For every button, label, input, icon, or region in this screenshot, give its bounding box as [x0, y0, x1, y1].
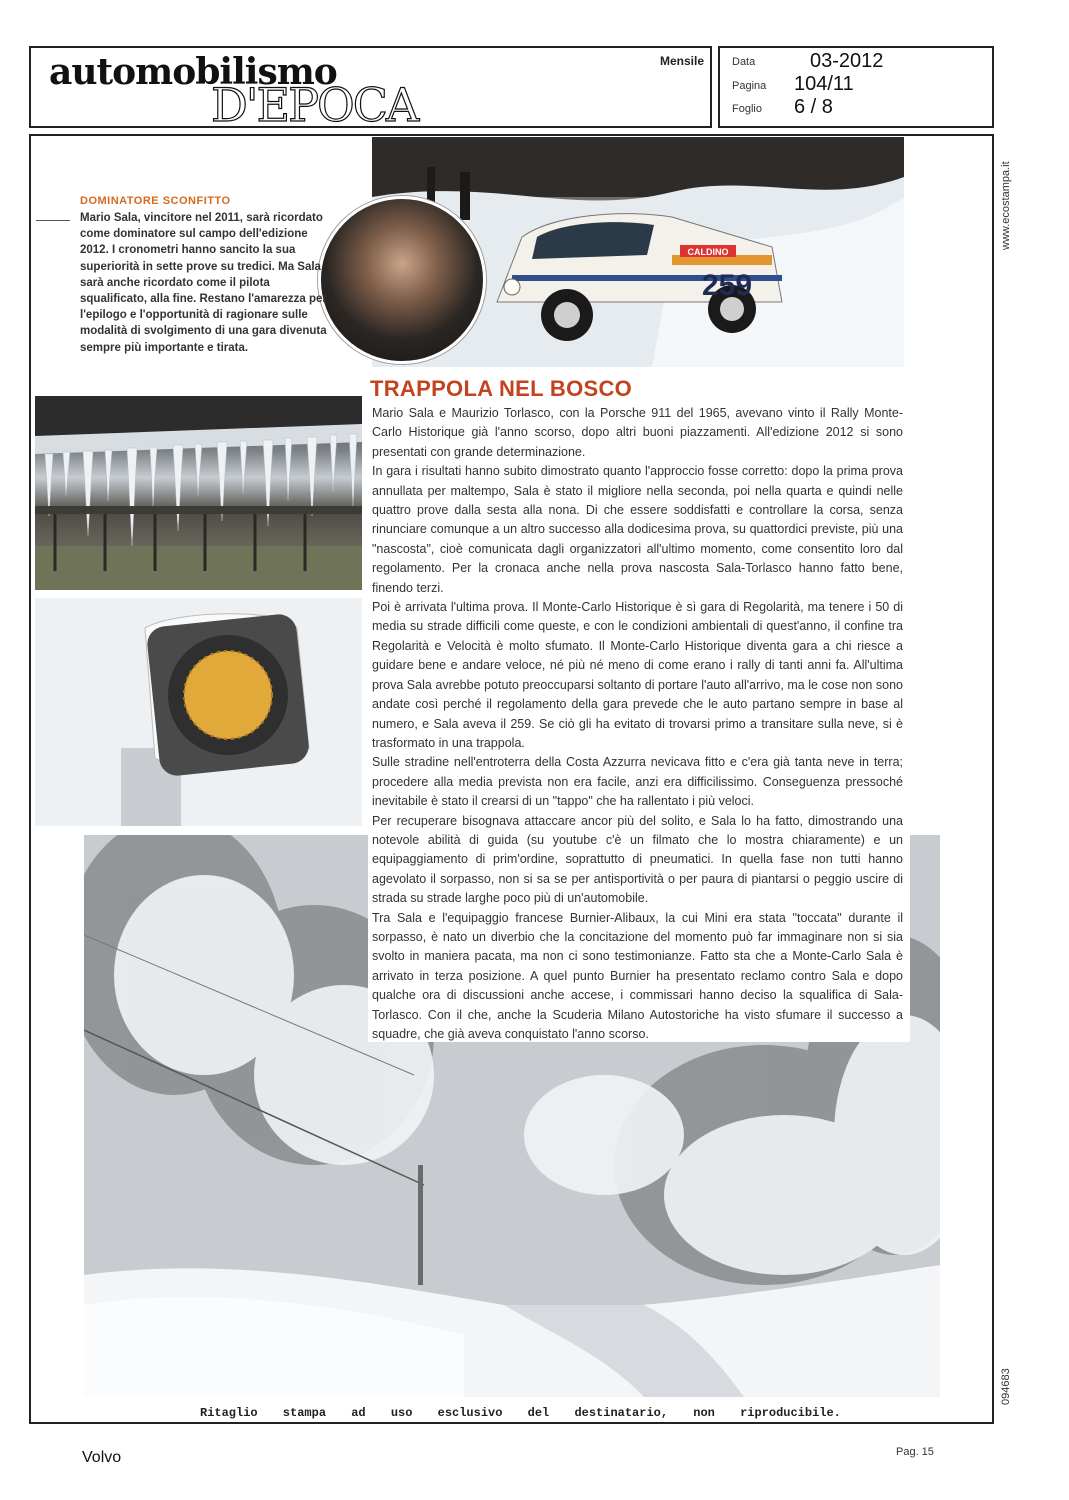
client-name: Volvo [82, 1449, 122, 1466]
issue-meta-box [718, 46, 994, 128]
icicles-photo [35, 396, 362, 590]
frequency-label: Mensile [659, 54, 704, 68]
article-paragraph: Poi è arrivata l'ultima prova. Il Monte-Carlo Historique è sì gara di Regolarità, ma tenere i 50 di media su strade difficili come queste, e con le condizioni ambientali di quest'anno, il confine tra Regolarità e Velocità è molto sfumato. Il Monte-Carlo Historique diventa gara a chi riesce a guidare bene e andare veloce, né più né meno di come erano i rally di tanti anni fa. All'ultima prova Sala avrebbe potuto preoccuparsi soltanto di portare l'auto all'arrivo, ma le cose non sono andate così perché il regolamento della gara prevede che le auto partano sempre in base al numero, e Sala aveva il 259. Se ciò gli ha evitato di trovarsi primo a transitare sulla neve, si è trasformato in una trappola. [372, 600, 903, 750]
caption-text: Mario Sala, vincitore nel 2011, sarà ricordato come dominatore sul campo dell'edizione 2012. I cronometri hanno sancito la sua superiorità in sette prove su tredici. Ma Sala sarà anche ricordato come il pilota squalificato, alla fine. Restano l'amarezza per l'epilogo e l'opportunità di ragionare sulle modalità di svolgimento di una gara divenuta sempre più importante e tirata. [80, 212, 327, 354]
icicles-illustration [35, 396, 362, 590]
meta-value-sheet: 6 / 8 [794, 96, 833, 118]
logo-line1: automobilismo [49, 51, 337, 93]
car-number: 259 [702, 269, 753, 302]
article-paragraph: In gara i risultati hanno subito dimostrato quanto l'approccio fosse corretto: dopo la prima prova annullata per maltempo, Sala è stato il migliore nella seconda, poi nella quarta e quindi nelle quattro prove dalla sesta alla nona. Di che essere soddisfatti e controllare la corsa, senza rinunciare comunque a un altro successo alla dodicesima prova, su quattordici previste, più una "nascosta", cioè comunicata dagli organizzatori all'ultimo momento, come consentito loro dal regolamento. Per la cronaca anche nella prova nascosta Sala-Torlasco hanno fatto bene, finendo terzi. [372, 464, 903, 595]
meta-value-date: 03-2012 [810, 50, 884, 72]
article-body [372, 404, 903, 1044]
article-title: TRAPPOLA NEL BOSCO [370, 376, 633, 401]
sponsor-plate-text: CALDINO [687, 247, 729, 257]
meta-label-sheet: Foglio [732, 103, 762, 115]
article-paragraph: Tra Sala e l'equipaggio francese Burnier-Alibaux, la cui Mini era stata "toccata" durante il sorpasso, è nato un diverbio che la concitazione del momento può far immaginare non si sia svolto in maniera pacata, ma non ci sono testimonianze. Fatto sta che a Monte-Carlo Sala è arrivato in terza posizione. A quel punto Burnier ha presentato reclamo contro Sala e dopo qualche ora di discussioni anche accese, i commissari hanno deciso la squalifica di Sala-Torlasco. Con il che, anche la Scuderia Milano Autostoriche ha visto sfumare il successo a squadre, che già aveva conquistato l'anno scorso. [372, 910, 903, 1041]
side-code: 094683 [1000, 1368, 1012, 1405]
meta-label-page: Pagina [732, 80, 767, 92]
masthead-box [29, 46, 712, 132]
article-paragraph: Mario Sala e Maurizio Torlasco, con la Porsche 911 del 1965, avevano vinto il Rally Monte-Carlo Historique già l'anno scorso, dopo altri buoni piazzamenti. All'edizione 2012 si sono presentati con grande determinazione. [372, 406, 903, 459]
logo-line2: D'EPOCA [211, 78, 418, 132]
article-paragraph: Per recuperare bisognava attaccare ancor più del solito, e Sala lo ha fatto, dimostrando una notevole abilità di guida (su youtube c'è un filmato che lo mostra chiaramente) e un equipaggiamento di prim'ordine, soprattutto di pneumatici. In quella fase non tutti hanno agevolato il sorpasso, non si sa se per antisportività o per paura di piantarsi o peggio uscire di strada su strade larghe poco più di un'automobile. [372, 813, 903, 906]
meta-value-page: 104/11 [794, 73, 854, 95]
article-paragraph: Sulle stradine nell'entroterra della Costa Azzurra nevicava fitto e c'era già tanta neve in terra; procedere alla media prevista non era facile, anzi era difficilissimo. Conseguenza pressoché inevitabile è stato il crearsi di un "tappo" che ha rallentato i più veloci. [372, 755, 903, 809]
driver-portrait [318, 196, 486, 364]
snowy-sign-photo [35, 598, 362, 826]
sign-illustration [35, 598, 362, 826]
page-number: Pag. 15 [896, 1446, 934, 1458]
clipping-notice: Ritaglio stampa ad uso esclusivo del destinatario, non riproducibile. [200, 1406, 841, 1420]
caption-dash [36, 220, 70, 221]
meta-label-date: Data [732, 56, 756, 68]
caption-title: DOMINATORE SCONFITTO [80, 195, 231, 207]
side-url: www.ecostampa.it [1000, 161, 1012, 250]
